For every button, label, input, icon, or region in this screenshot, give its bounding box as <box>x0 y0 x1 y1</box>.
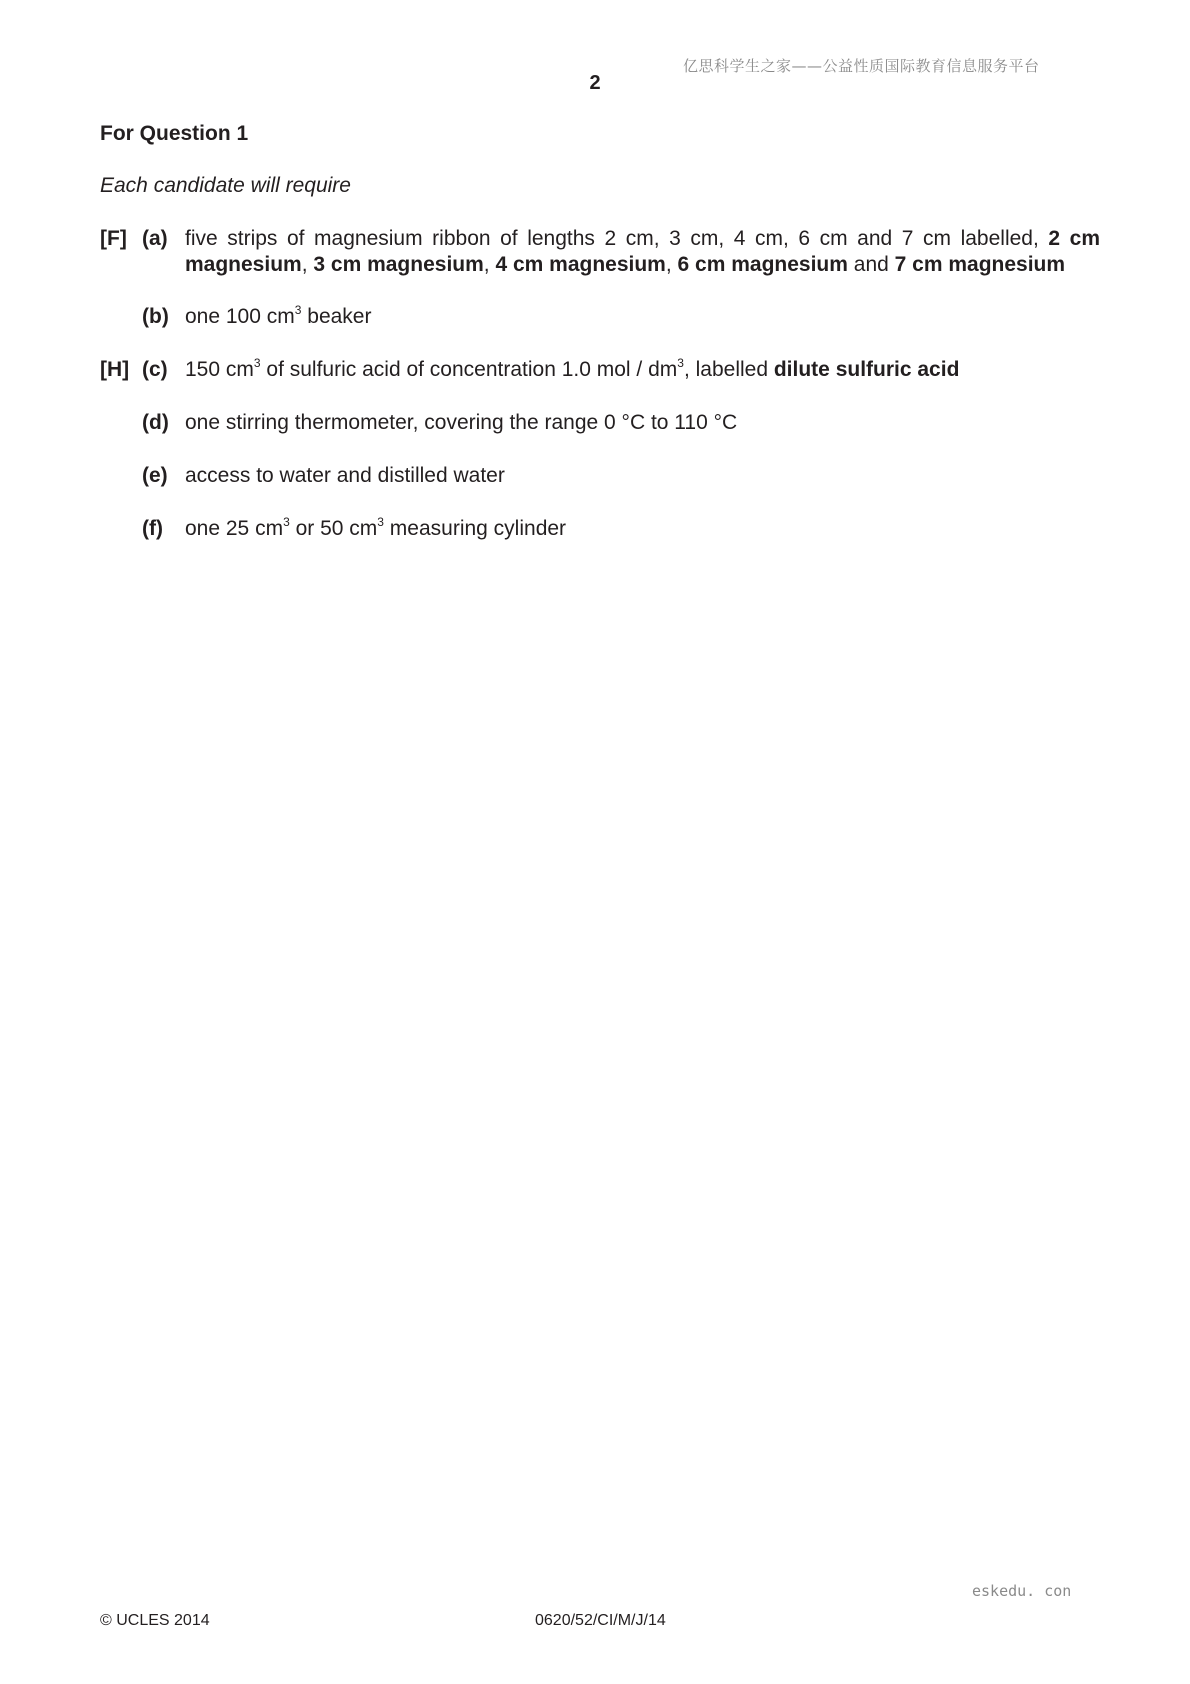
item-letter: (c) <box>142 358 168 381</box>
item-letter: (a) <box>142 227 168 250</box>
item-letter: (e) <box>142 464 168 487</box>
list-item-a <box>0 226 1190 278</box>
list-item-c <box>0 357 1190 383</box>
item-text: one 100 $cm^3$ beaker <box>185 303 372 328</box>
item-letter: (d) <box>142 411 169 434</box>
item-text: five strips of magnesium ribbon of lengths 2 cm, 3 cm, 4 cm, 6 cm and 7 cm labelled, 2 cm magnesium, 3 cm magnesium, 4 cm magnesium, 6 cm magnesium and 7 cm magnesium <box>185 227 1100 276</box>
item-tag: [F] <box>100 227 127 250</box>
list-item-f <box>0 516 1190 542</box>
question-heading: For Question 1 <box>100 122 249 145</box>
footer-code: 0620/52/CI/M/J/14 <box>535 1612 666 1629</box>
list-item-d <box>0 410 1190 436</box>
item-text: one stirring thermometer, covering the range 0 °C to 110 °C <box>185 411 738 434</box>
item-letter: (b) <box>142 305 169 328</box>
watermark-bottom: eskedu. con <box>972 1582 1072 1600</box>
footer-copyright: © UCLES 2014 <box>100 1612 210 1629</box>
watermark-top: 亿思科学生之家——公益性质国际教育信息服务平台 <box>683 57 1040 75</box>
item-letter: (f) <box>142 517 163 540</box>
item-text: 150 $cm^3$ of sulfuric acid of concentration 1.0 mol / $dm^3$, labelled dilute sulfuric acid <box>185 356 960 381</box>
item-tag: [H] <box>100 358 130 381</box>
intro-text: Each candidate will require <box>100 174 351 197</box>
item-text: one 25 $cm^3$ or 50 $cm^3$ measuring cylinder <box>185 515 567 540</box>
list-item-b <box>0 304 1190 330</box>
list-item-e <box>0 463 1190 489</box>
page-number: 2 <box>589 72 601 94</box>
item-text: access to water and distilled water <box>185 464 505 487</box>
